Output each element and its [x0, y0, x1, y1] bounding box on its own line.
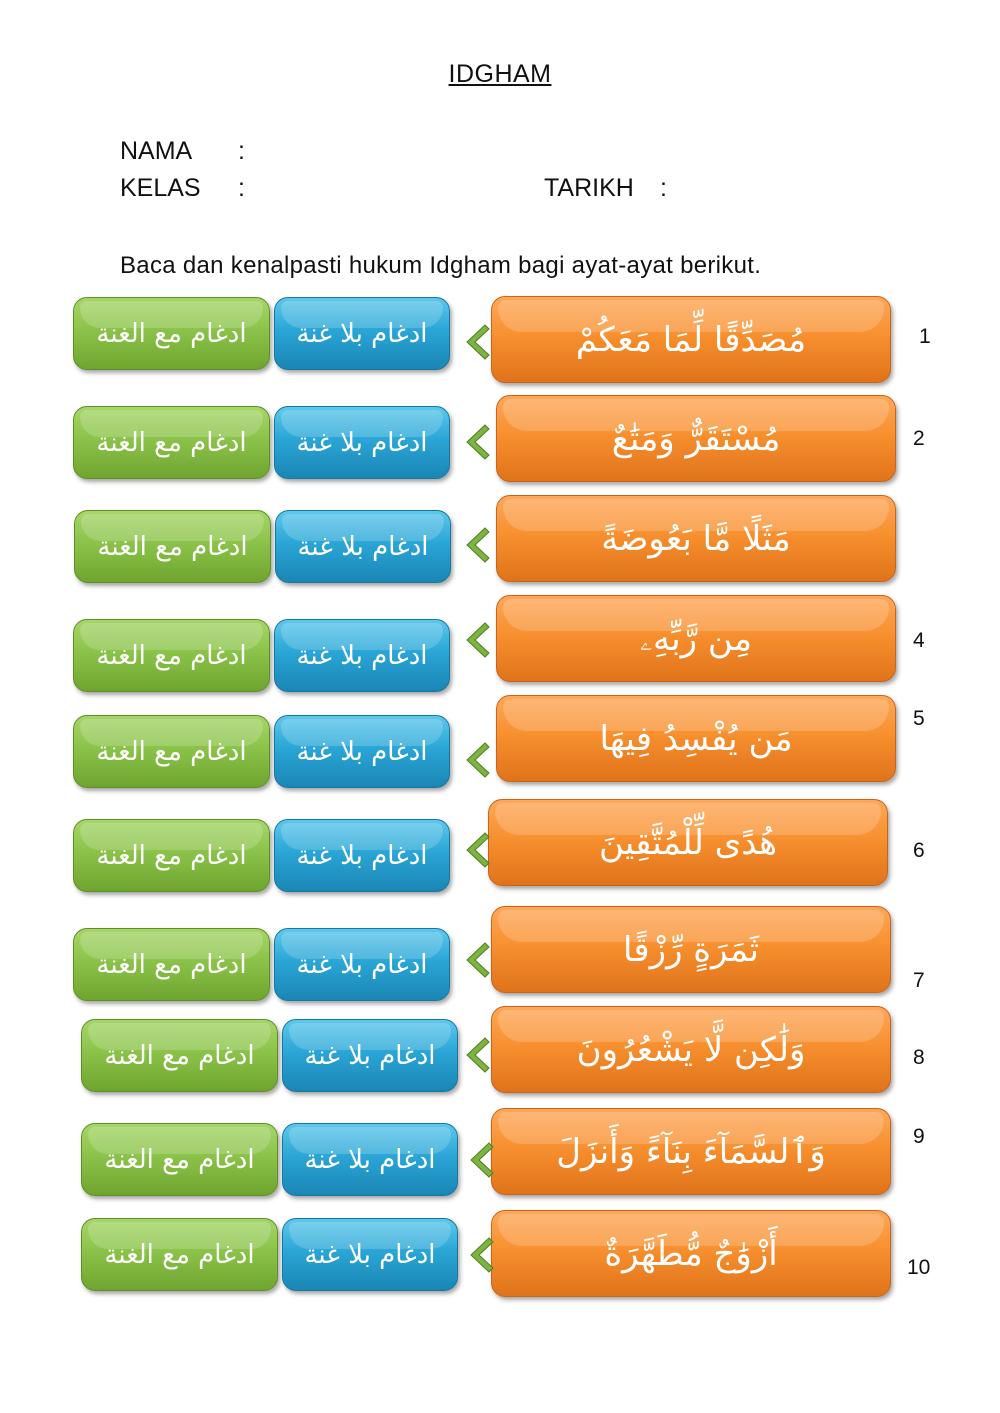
option-with-ghunnah-button-label: ادغام مع الغنة: [96, 640, 247, 671]
ayah-card: [491, 906, 891, 993]
option-with-ghunnah-button[interactable]: [73, 715, 270, 788]
option-without-ghunnah-button-label: ادغام بلا غنة: [304, 1144, 436, 1175]
ayah-card: [491, 1006, 891, 1093]
tarikh-label: TARIKH: [544, 174, 634, 202]
option-with-ghunnah-button[interactable]: [73, 819, 270, 892]
kelas-colon: :: [238, 174, 245, 202]
option-with-ghunnah-button-label: ادغام مع الغنة: [104, 1144, 255, 1175]
option-without-ghunnah-button-label: ادغام بلا غنة: [296, 736, 428, 767]
ayah-card: [488, 799, 888, 886]
option-without-ghunnah-button[interactable]: [274, 619, 450, 692]
option-without-ghunnah-button[interactable]: [282, 1123, 458, 1196]
instruction-text: Baca dan kenalpasti hukum Idgham bagi ayat-ayat berikut.: [120, 252, 762, 279]
option-with-ghunnah-button[interactable]: [74, 510, 271, 583]
nama-label: NAMA: [120, 137, 193, 165]
ayah-card-label: وَٱلسَّمَآءَ بِنَآءً وَأَنزَلَ: [556, 1132, 826, 1172]
ayah-card: [496, 595, 896, 682]
option-with-ghunnah-button[interactable]: [73, 928, 270, 1001]
option-with-ghunnah-button-label: ادغام مع الغنة: [97, 531, 248, 562]
ayah-card: [496, 495, 896, 582]
option-without-ghunnah-button[interactable]: [274, 928, 450, 1001]
option-without-ghunnah-button[interactable]: [274, 406, 450, 479]
option-without-ghunnah-button[interactable]: [282, 1019, 458, 1092]
option-with-ghunnah-button[interactable]: [81, 1123, 278, 1196]
question-number: 2: [913, 427, 925, 450]
ayah-card-label: مُصَدِّقًا لِّمَا مَعَكُمْ: [575, 319, 807, 360]
ayah-card-label: مَثَلًا مَّا بَعُوضَةً: [601, 518, 791, 559]
option-with-ghunnah-button[interactable]: [73, 297, 270, 370]
option-with-ghunnah-button[interactable]: [81, 1218, 278, 1291]
chevron-left-icon: [461, 830, 491, 870]
question-number: 4: [913, 629, 925, 652]
ayah-card-label: مُسْتَقَرٌّ وَمَتَٰعٌ: [611, 418, 781, 459]
option-with-ghunnah-button[interactable]: [73, 619, 270, 692]
option-with-ghunnah-button-label: ادغام مع الغنة: [104, 1040, 255, 1071]
option-without-ghunnah-button[interactable]: [274, 819, 450, 892]
option-with-ghunnah-button[interactable]: [73, 406, 270, 479]
option-with-ghunnah-button-label: ادغام مع الغنة: [96, 427, 247, 458]
chevron-left-icon: [461, 620, 491, 660]
ayah-card: [491, 296, 891, 383]
ayah-card: [496, 695, 896, 782]
question-number: 8: [913, 1046, 925, 1069]
option-with-ghunnah-button-label: ادغام مع الغنة: [104, 1239, 255, 1270]
chevron-left-icon: [461, 940, 491, 980]
ayah-card-label: مِن رَّبِّهِۦ: [640, 618, 752, 659]
chevron-left-icon: [465, 1235, 495, 1275]
kelas-label: KELAS: [120, 174, 201, 202]
option-with-ghunnah-button[interactable]: [81, 1019, 278, 1092]
question-number: 9: [913, 1125, 925, 1148]
option-without-ghunnah-button[interactable]: [274, 297, 450, 370]
option-without-ghunnah-button-label: ادغام بلا غنة: [296, 318, 428, 349]
ayah-card: [491, 1210, 891, 1297]
tarikh-colon: :: [660, 174, 667, 202]
ayah-card-label: هُدًى لِّلْمُتَّقِينَ: [598, 822, 778, 863]
page-title: IDGHAM: [448, 60, 552, 88]
ayah-card-label: مَن يُفْسِدُ فِيهَا: [599, 718, 793, 759]
ayah-card: [496, 395, 896, 482]
chevron-left-icon: [461, 322, 491, 362]
chevron-left-icon: [461, 525, 491, 565]
option-with-ghunnah-button-label: ادغام مع الغنة: [96, 736, 247, 767]
option-with-ghunnah-button-label: ادغام مع الغنة: [96, 318, 247, 349]
question-number: 6: [913, 839, 925, 862]
ayah-card: [491, 1108, 891, 1195]
chevron-left-icon: [465, 1140, 495, 1180]
question-number: 1: [919, 325, 931, 348]
option-without-ghunnah-button-label: ادغام بلا غنة: [296, 840, 428, 871]
option-without-ghunnah-button[interactable]: [275, 510, 451, 583]
ayah-card-label: ثَمَرَةٍ رِّزْقًا: [623, 929, 759, 970]
chevron-left-icon: [461, 422, 491, 462]
option-without-ghunnah-button-label: ادغام بلا غنة: [297, 531, 429, 562]
option-without-ghunnah-button-label: ادغام بلا غنة: [304, 1040, 436, 1071]
ayah-card-label: وَلَٰكِن لَّا يَشْعُرُونَ: [576, 1029, 806, 1070]
option-with-ghunnah-button-label: ادغام مع الغنة: [96, 949, 247, 980]
option-without-ghunnah-button-label: ادغام بلا غنة: [296, 640, 428, 671]
chevron-left-icon: [461, 1035, 491, 1075]
option-without-ghunnah-button[interactable]: [274, 715, 450, 788]
option-without-ghunnah-button-label: ادغام بلا غنة: [304, 1239, 436, 1270]
option-with-ghunnah-button-label: ادغام مع الغنة: [96, 840, 247, 871]
ayah-card-label: أَزْوَٰجٌ مُّطَهَّرَةٌ: [604, 1233, 778, 1274]
option-without-ghunnah-button-label: ادغام بلا غنة: [296, 949, 428, 980]
chevron-left-icon: [461, 740, 491, 780]
question-number: 10: [907, 1256, 931, 1279]
question-number: 5: [913, 707, 925, 730]
option-without-ghunnah-button[interactable]: [282, 1218, 458, 1291]
option-without-ghunnah-button-label: ادغام بلا غنة: [296, 427, 428, 458]
nama-colon: :: [238, 137, 245, 165]
question-number: 7: [913, 969, 925, 992]
